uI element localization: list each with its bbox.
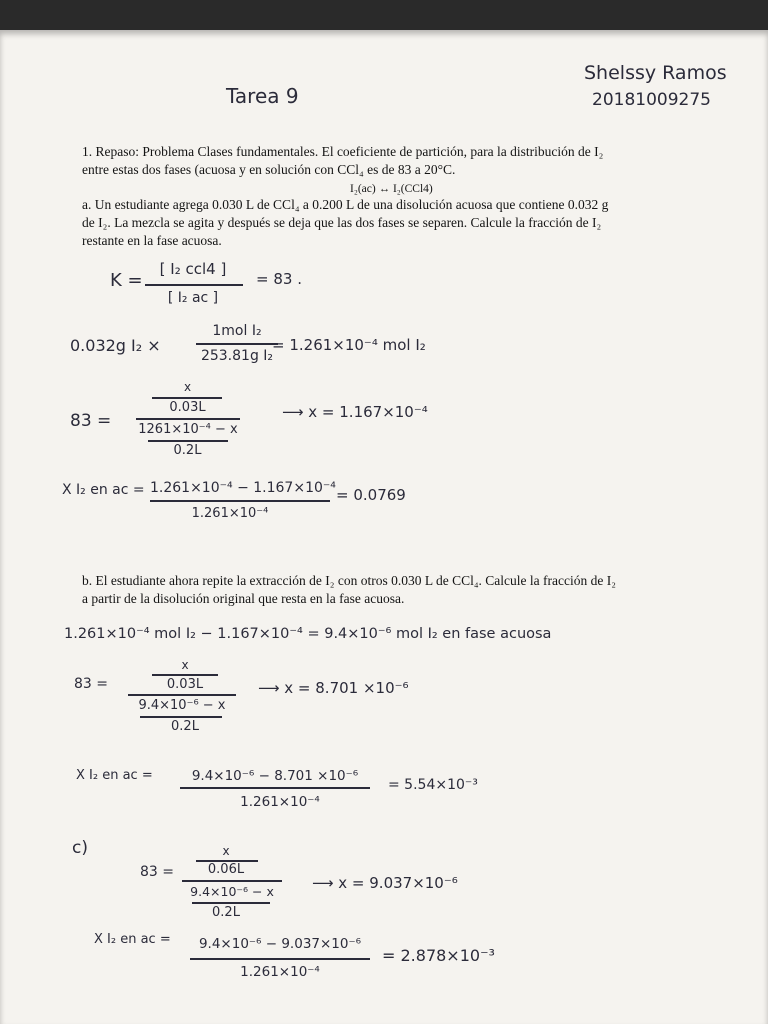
frac-c-result: = 2.878×10⁻³ <box>382 946 495 965</box>
part-a-line2: de I₂. La mezcla se agita y después se deja que las dos fases se separen. Calcule la fracción de I₂ <box>82 215 602 230</box>
eq-c-result: ⟶ x = 9.037×10⁻⁶ <box>312 874 458 892</box>
k-value: = 83 . <box>256 270 302 288</box>
frac-b-bar <box>180 787 370 789</box>
mass-to-moles-num: 1mol I₂ <box>212 323 262 339</box>
part-c-label: c) <box>72 838 88 858</box>
eq-b-x: x <box>181 658 189 672</box>
mass-to-moles-bar <box>196 343 278 345</box>
frac-a-num: 1.261×10⁻⁴ − 1.167×10⁻⁴ <box>150 480 336 496</box>
eq-b-bar-bottom <box>140 716 222 718</box>
homework-page <box>0 30 768 1024</box>
eq-a-lhs: 83 = <box>70 411 112 431</box>
part-b-line1: b. El estudiante ahora repite la extracción de I₂ con otros 0.030 L de CCl₄. Calcule la fracción de I₂ <box>82 573 616 588</box>
eq-b-den: 9.4×10⁻⁶ − x <box>138 698 226 713</box>
moles-remaining-line: 1.261×10⁻⁴ mol I₂ − 1.167×10⁻⁴ = 9.4×10⁻⁶ mol I₂ en fase acuosa <box>64 626 552 642</box>
frac-b-den: 1.261×10⁻⁴ <box>240 794 320 810</box>
eq-a-bar-top <box>152 397 222 399</box>
eq-a-bar-bottom <box>148 440 228 442</box>
frac-b-num: 9.4×10⁻⁶ − 8.701 ×10⁻⁶ <box>191 768 359 784</box>
mass-to-moles-lhs: 0.032g I₂ × <box>70 336 161 355</box>
eq-c-x: x <box>222 844 230 858</box>
frac-c-lhs: X I₂ en ac = <box>94 932 171 947</box>
eq-c-den: 9.4×10⁻⁶ − x <box>190 884 274 899</box>
frac-a-den: 1.261×10⁻⁴ <box>191 506 269 521</box>
eq-a-den: 1261×10⁻⁴ − x <box>138 422 238 437</box>
equilibrium-equation: I₂(ac) ↔ I₂(CCl4) <box>350 183 433 195</box>
frac-c-bar <box>190 958 370 960</box>
frac-b-lhs: X I₂ en ac = <box>76 768 153 783</box>
problem-intro-line2: entre estas dos fases (acuosa y en solución con CCl₄ es de 83 a 20°C. <box>82 162 456 177</box>
k-numerator: [ I₂ ccl4 ] <box>159 260 227 278</box>
eq-b-vol2: 0.2L <box>171 719 199 734</box>
frac-a-lhs: X I₂ en ac = <box>62 482 145 498</box>
eq-c-bar-bottom <box>192 902 270 904</box>
frac-a-bar <box>150 500 330 502</box>
eq-a-vol1: 0.03L <box>169 400 206 415</box>
part-b-line2: a partir de la disolución original que resta en la fase acuosa. <box>82 591 405 606</box>
eq-b-result: ⟶ x = 8.701 ×10⁻⁶ <box>258 679 409 697</box>
part-a-line1: a. Un estudiante agrega 0.030 L de CCl₄ a 0.200 L de una disolución acuosa que contiene 0.032 g <box>82 197 609 212</box>
mass-to-moles-den: 253.81g I₂ <box>200 348 274 364</box>
eq-b-lhs: 83 = <box>74 676 108 692</box>
k-denominator: [ I₂ ac ] <box>167 290 219 306</box>
eq-c-vol2: 0.2L <box>212 905 240 920</box>
eq-a-vol2: 0.2L <box>173 443 202 458</box>
frac-c-num: 9.4×10⁻⁶ − 9.037×10⁻⁶ <box>198 936 362 952</box>
eq-b-vol1: 0.03L <box>166 677 204 692</box>
eq-c-vol1: 0.06L <box>207 862 245 877</box>
student-name: Shelssy Ramos <box>584 62 727 84</box>
k-fraction-bar <box>145 284 243 286</box>
eq-c-bar-main <box>182 880 282 882</box>
eq-a-result: ⟶ x = 1.167×10⁻⁴ <box>282 403 428 421</box>
eq-a-bar-main <box>136 418 240 420</box>
eq-b-bar-top <box>152 674 218 676</box>
frac-a-result: = 0.0769 <box>336 486 406 504</box>
eq-b-bar-main <box>128 694 236 696</box>
eq-a-x: x <box>183 380 192 394</box>
frac-b-result: = 5.54×10⁻³ <box>388 777 478 793</box>
problem-intro-line1: 1. Repaso: Problema Clases fundamentales. El coeficiente de partición, para la distribución de I₂ <box>82 144 604 159</box>
assignment-title: Tarea 9 <box>226 84 299 108</box>
student-id: 20181009275 <box>592 90 711 110</box>
frac-c-den: 1.261×10⁻⁴ <box>240 964 320 980</box>
mass-to-moles-result: = 1.261×10⁻⁴ mol I₂ <box>272 336 426 354</box>
part-a-line3: restante en la fase acuosa. <box>82 233 222 248</box>
eq-c-lhs: 83 = <box>140 864 174 880</box>
k-lhs: K = <box>110 270 143 291</box>
